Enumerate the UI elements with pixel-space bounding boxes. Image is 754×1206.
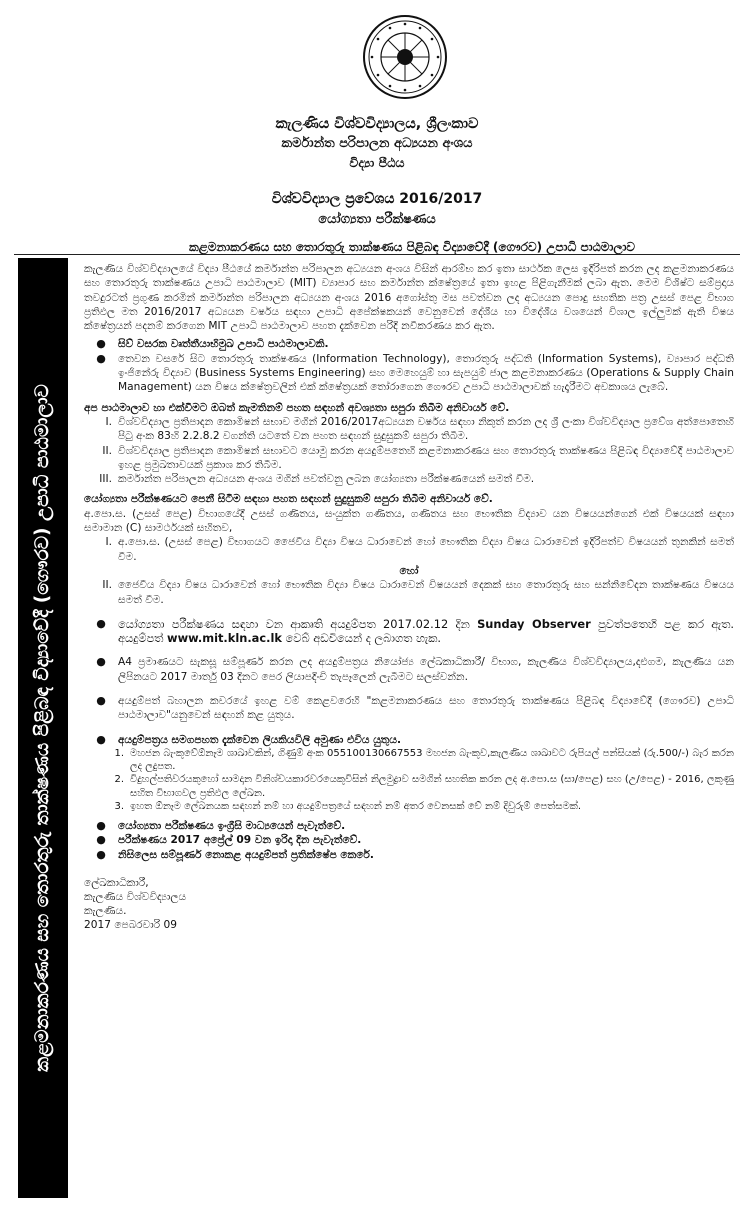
notice-item: ● යෝග්‍යතා පරීක්ෂණය සඳහා වන ආකෘති අයදුම්පත 2017.02.12 දින Sunday Observer පුවත්පතෙහි පළ කර ඇත. අයදුම්පත් www.mit.kln.ac.lk වෙබ් අඩවියෙන් ද ලබාගත හැක.	[84, 617, 734, 646]
intro-paragraph: කැලණිය විශ්වවිද්‍යාලයේ විද්‍යා පීඨයේ කර්මාන්ත පරිපාලන අධ්‍යයන අංශය විසින් ආරම්භ කර ඉතා සාර්ථක ලෙස ඉදිරිපත් කරන ලද කළමනාකරණය සහ තොරතුරු තාක්ෂණය උපාධි පාඨමාලාව (MIT) ව්‍යාපාර සහ කර්මාන්ත ක්ෂේත්‍රයේ ඉතා ඉහළ පිළිගැනීමක් ලබා ඇත. මෙම විශිෂ්ට සම්ප්‍රදාය තවදුරටත් ප්‍රගුණ කරමින් කර්මාන්ත පරිපාලන අධ්‍යයන අංශය 2016 අගෝස්තු මස පවත්වන ලද අධ්‍යයන පොදු සහතික පත්‍ර උසස් පෙළ විභාග ප්‍රතිඵල මත 2016/2017 අධ්‍යයන වර්ෂය සඳහා උපාධි අපේක්ෂකයන් වෙනුවෙන් දේශීය හා විදේශීය වශයෙන් විශාල ඉල්ලුමක් ඇති විෂය ක්ෂේත්‍රයන් පදනම් කරගෙන MIT උපාධි පාඨමාලාව පහත දැක්වෙන පරිදි නවීකරණය කර ඇත.	[84, 263, 734, 333]
eligibility-item: I. විශ්වවිද්‍යාල ප්‍රතිපාදන කොමිෂන් සභාව මගින් 2016/2017අධ්‍යයන වර්ෂය සඳහා නිකුත් කරන ලද ශ්‍රී ලංකා විශ්වවිද්‍යාල ප්‍රවේශ අත්පොතෙහි පිටු අංක 83හි 2.2.8.2 වගන්ති යටතේ වන පහත සඳහන් සුදුසුකම් සපුරා තිබීම.	[105, 415, 734, 443]
eligibility-item: II. විශ්වවිද්‍යාල ප්‍රතිපාදන කොමිෂන් සභාවට යොමු කරන අයදුම්පතෙහි කළමනාකරණය සහ තොරතුරු තාක්ෂණය පිළිබඳ විද්‍යාවේදී පාඨමාලාව ඉහළ ප්‍රමුඛතාවයක් ප්‍රකාශ කර තිබීම.	[102, 444, 734, 471]
feature-item: ● සිව් වසරක වෘත්තීයාභිමුඛ උපාධි පාඨමාලාවකි.	[84, 337, 734, 351]
eligibility-item: III. කර්මාන්ත පරිපාලන අධ්‍යයන අංශය මගින් පවත්වනු ලබන යෝග්‍යතා පරීක්ෂණයෙන් සමත් වීම.	[99, 473, 535, 486]
bullet-icon: ●	[96, 351, 106, 365]
newspaper-name: Sunday Observer	[477, 616, 591, 631]
faculty-name: විද්‍යා පීඨය	[349, 155, 405, 170]
attachment-item: 1. මහජන බැංකුවේඕනෑම ශාඛාවකින්, ගිණුම් අංක 055100130667553 මහජන බැංකුව,කැලණිය ශාඛාවට රුපියල් පන්සියක් (රු.500/-) බැර කරන ලද ලදුපත.	[114, 747, 734, 773]
eligibility-heading: අප පාඨමාලාව හා එක්වීමට ඔබත් කැමතිනම් පහත සඳහන් අවශ්‍යතා සපුරා තිබීම අනිවාර්ය වේ.	[84, 401, 510, 414]
university-name: කැලණිය විශ්වවිද්‍යාලය, ශ්‍රීලංකාව	[275, 116, 479, 132]
bullet-icon: ●	[96, 833, 106, 847]
signature-title: ලේඛකාධිකාරී,	[84, 876, 149, 889]
department-name: කර්මාන්ත පරිපාලන අධ්‍යයන අංශය	[281, 136, 473, 151]
final-note: ● යෝග්‍යතා පරීක්ෂණය ඉංග්‍රීසි මාධ්‍යයෙන් පැවැත්වේ.	[84, 819, 734, 833]
programme-title: කළමනාකරණය සහ තොරතුරු තාක්ෂණය පිළිබඳ විද්‍යාවේදී (ගෞරව) උපාධි පාඨමාලාව	[188, 240, 636, 254]
final-note: ● පරීක්ෂණය 2017 අප්‍රේල් 09 වන ඉරිදා දින පැවැත්වේ.	[84, 833, 734, 847]
exam-heading: යෝග්‍යතා පරීක්ෂණයට පෙනී සිටීම සඳහා පහත සඳහන් සුදුසුකම් සපුරා තිබීම අනිවාර්ය වේ.	[84, 493, 493, 506]
notice-item: ● A4 ප්‍රමාණයට සැකසූ සම්පූර්ණ කරන ලද අයදුම්පත්‍රය නියෝජ්‍ය ලේඛකාධිකාරී/ විභාග, කැලණිය විශ්වවිද්‍යාලය,දළුගම, කැලණිය යන ලිපිනයට 2017 මාර්තු 03 දිනට පෙර ලියාපදිංචි තැපෑලෙන් ලැබීමට සලස්වන්න.	[84, 655, 734, 684]
exam-option: II. ජෛවීය විද්‍යා විෂය ධාරාවෙන් හෝ භෞතික විද්‍යා විෂය ධාරාවෙන් විෂයයන් දෙකක් සහ තොරතුරු සහ සන්නිවේදන තාක්ෂණය විෂයය සමත් වීම.	[102, 579, 734, 606]
bullet-icon: ●	[96, 655, 106, 669]
final-note: ● නිසිලෙස සම්පූර්ණ නොකළ අයදුම්පත් ප්‍රතික්ෂේප කෙරේ.	[84, 848, 734, 862]
attachment-item: 2. විදුහල්පතිවරයකුහෝ සාමදාන විනිශ්චයකාරවරයෙකුවිසින් නිලමුද්‍රාව සමගින් සහතික කරන ලද අ.පො.ස (සා/පෙළ) සහ (උ/පෙළ) - 2016, ලකුණු සහිත විභාගවල ප්‍රතිඵල ලේඛන.	[114, 774, 734, 799]
attachment-item: 3. ඉහත ඕනෑම ලේඛනයක සඳහන් නම් හා අයදුම්පත්‍රයේ සඳහන් නම් අතර වෙනසක් වේ නම් දිවුරුම් පෙත්සමක්.	[114, 800, 582, 812]
bullet-icon: ●	[96, 818, 106, 832]
bullet-icon: ●	[96, 732, 106, 746]
bullet-icon: ●	[96, 337, 106, 351]
bullet-icon: ●	[96, 694, 106, 708]
or-text: හෝ	[399, 564, 419, 577]
signature-org: කැලණිය විශ්වවිද්‍යාලය	[84, 890, 187, 903]
content-frame	[14, 254, 740, 1197]
admission-title: විශ්වවිද්‍යාල ප්‍රවේශය 2016/2017	[271, 191, 483, 207]
exam-title: යෝග්‍යතා පරීක්ෂණය	[318, 212, 436, 227]
attachments-heading: ● අයදුම්පත්‍රය සමගපහත දැක්වෙන ලියකියවිලි අමුණා එවිය යුතුය.	[84, 733, 734, 747]
exam-intro: අ.පො.ස. (උසස් පෙළ) විභාගයේදී උසස් ගණිතය, සංයුක්ත ගණිතය, ගණිතය සහ භෞතික විද්‍යාව යන විෂයයන්ගෙන් එක් විෂයයක් සඳහා සමාමාන (C) සාමර්ථයක් සහිතව,	[84, 507, 734, 535]
signature-date: 2017 පෙබරවාරි 09	[84, 918, 178, 931]
feature-item: ● තෙවන වසරේ සිට තොරතුරු තාක්ෂණය (Information Technology), තොරතුරු පද්ධති (Information Systems), ව්‍යාපාර පද්ධති ඉංජිනේරු විද්‍යාව (Business Systems Engineering) සහ මෙහෙයුම් හා සැපයුම් ජාල කළමනාකරණය (Operations & Supply Chain Management) යන විෂය ක්ෂේත්‍රවලින් එක් ක්ෂේත්‍රයක් තෝරාගෙන ගෞරව උපාධි පාඨමාලාවක් හැදෑරීමට අවකාශය ලැබේ.	[84, 352, 734, 395]
signature-place: කැලණිය.	[84, 904, 127, 917]
bullet-icon: ●	[96, 616, 106, 630]
notice-item: ● අයදුම්පත් බහාලන කවරයේ ඉහළ වම් කෙළවරෙහි "කළමනාකරණය සහ තොරතුරු තාක්ෂණය පිළිබඳ විද්‍යාවේදී (ගෞරව) උපාධි පාඨමාලාව"යනුවෙන් සඳහන් කළ යුතුය.	[84, 694, 734, 723]
bullet-icon: ●	[96, 847, 106, 861]
university-crest-icon	[362, 14, 448, 100]
exam-option: I. අ.පො.ස. (උසස් පෙළ) විභාගයට ජෛවීය විද්‍යා විෂය ධාරාවෙන් හෝ භෞතික විද්‍යා විෂය ධාරාවෙන් ඉදිරිපත්ව විෂයයන් තුනකින් සමත් වීම.	[105, 536, 734, 563]
side-banner-text: කළමනාකරණය සහ තොරතුරු තාක්ෂණය පිළිබඳ විද්‍යාවේදී (ගෞරව) උපාධි පාඨමාලාව	[32, 384, 53, 1072]
website-link[interactable]: www.mit.kln.ac.lk	[167, 631, 282, 646]
